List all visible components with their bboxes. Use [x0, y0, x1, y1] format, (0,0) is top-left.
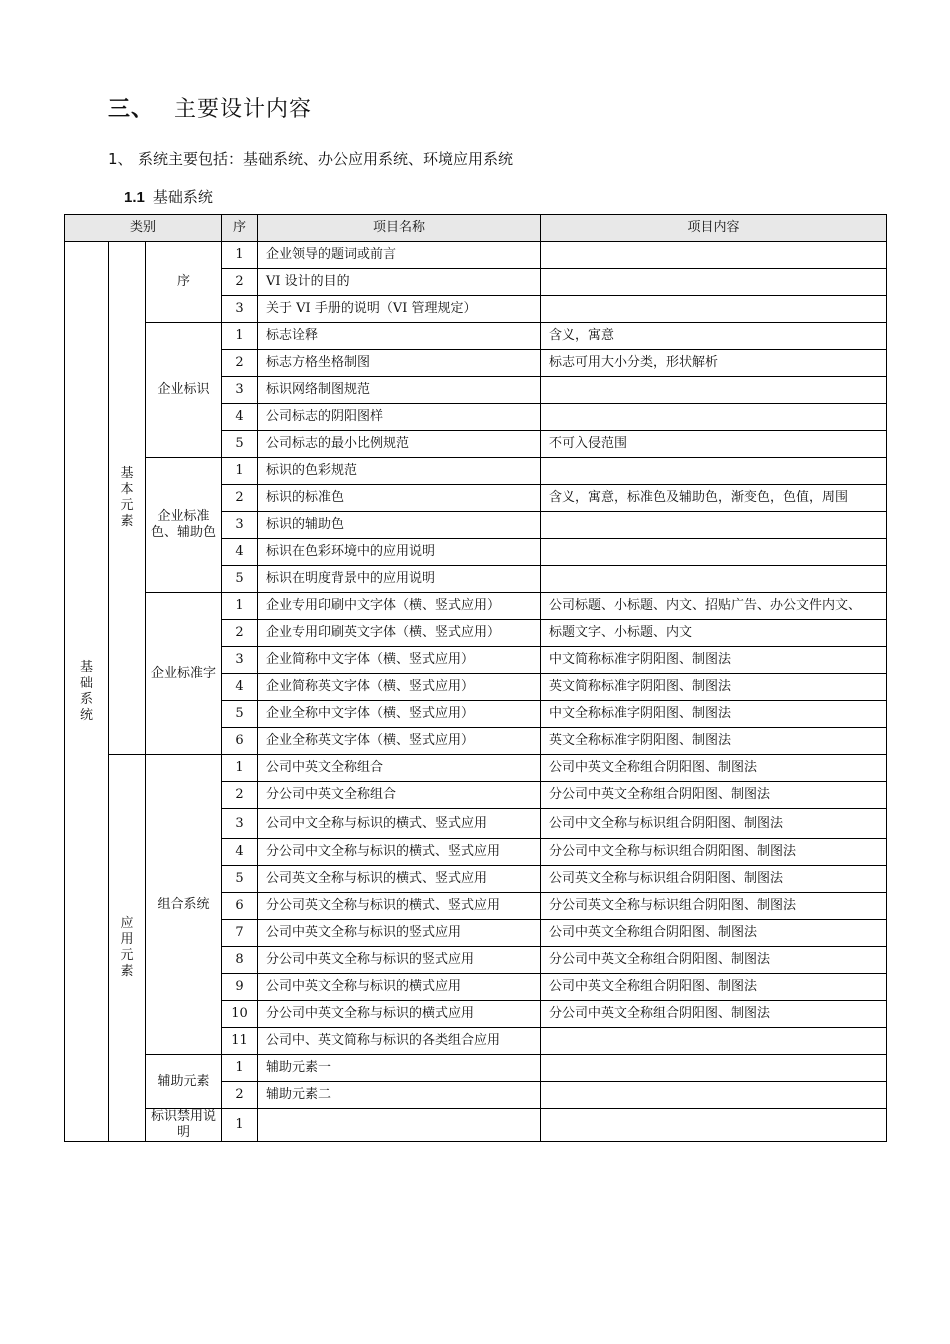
section-title-text: 主要设计内容	[174, 97, 313, 122]
row-seq: 7	[222, 920, 258, 947]
row-name: 辅助元素一	[258, 1055, 541, 1082]
row-seq: 1	[222, 755, 258, 782]
category-application-elements: 应 用 元 素	[109, 755, 146, 1142]
row-seq: 3	[222, 377, 258, 404]
row-name: 标识的标准色	[258, 485, 541, 512]
row-content: 公司中英文全称组合阴阳图、制图法	[541, 755, 887, 782]
row-content: 不可入侵范围	[541, 431, 887, 458]
row-name: 公司中英文全称组合	[258, 755, 541, 782]
row-content	[541, 1082, 887, 1109]
row-name: 标志诠释	[258, 323, 541, 350]
table-row	[65, 1109, 887, 1142]
row-content: 含义，寓意	[541, 323, 887, 350]
row-content: 公司标题、小标题、内文、招贴广告、办公文件内文、	[541, 593, 887, 620]
row-content: 英文简称标准字阴阳图、制图法	[541, 674, 887, 701]
row-content: 公司中英文全称组合阴阳图、制图法	[541, 974, 887, 1001]
row-name: 标识的辅助色	[258, 512, 541, 539]
row-seq: 2	[222, 782, 258, 809]
row-seq: 4	[222, 839, 258, 866]
row-name: 企业专用印刷英文字体（横、竖式应用）	[258, 620, 541, 647]
row-name: 公司标志的最小比例规范	[258, 431, 541, 458]
row-name: 公司中英文全称与标识的竖式应用	[258, 920, 541, 947]
row-content	[541, 404, 887, 431]
row-seq: 2	[222, 350, 258, 377]
row-seq: 4	[222, 674, 258, 701]
row-content: 标题文字、小标题、内文	[541, 620, 887, 647]
row-content: 标志可用大小分类，形状解析	[541, 350, 887, 377]
group-corporate-logo: 企业标识	[146, 323, 222, 458]
row-content	[541, 1109, 887, 1142]
header-name: 项目名称	[258, 215, 541, 242]
row-content	[541, 1055, 887, 1082]
row-seq: 2	[222, 620, 258, 647]
row-seq: 1	[222, 1109, 258, 1142]
header-content: 项目内容	[541, 215, 887, 242]
category-basic-elements: 基 本 元 素	[109, 242, 146, 755]
row-name: 企业全称中文字体（横、竖式应用）	[258, 701, 541, 728]
row-seq: 2	[222, 485, 258, 512]
heading1-text: 系统主要包括：基础系统、办公应用系统、环境应用系统	[138, 150, 514, 168]
heading-level-2	[124, 186, 213, 207]
row-name: 标识在明度背景中的应用说明	[258, 566, 541, 593]
row-seq: 5	[222, 866, 258, 893]
row-content: 分公司中英文全称组合阴阳图、制图法	[541, 947, 887, 974]
row-content	[541, 539, 887, 566]
table-row	[65, 593, 887, 620]
row-name: 企业领导的题词或前言	[258, 242, 541, 269]
row-name: 标志方格坐格制图	[258, 350, 541, 377]
row-name: 标识网络制图规范	[258, 377, 541, 404]
header-seq: 序	[222, 215, 258, 242]
row-content: 公司中英文全称组合阴阳图、制图法	[541, 920, 887, 947]
row-seq: 1	[222, 1055, 258, 1082]
table-row	[65, 1055, 887, 1082]
row-name: 辅助元素二	[258, 1082, 541, 1109]
row-name: 公司英文全称与标识的横式、竖式应用	[258, 866, 541, 893]
row-content: 含义，寓意，标准色及辅助色，渐变色，色值，周围	[541, 485, 887, 512]
row-content: 分公司中文全称与标识组合阴阳图、制图法	[541, 839, 887, 866]
heading-level-1	[108, 148, 513, 169]
vi-content-table	[64, 214, 887, 1142]
section-title	[108, 92, 312, 123]
row-name: 分公司中英文全称组合	[258, 782, 541, 809]
group-logo-prohibited-use: 标识禁用说明	[146, 1109, 222, 1142]
row-content	[541, 1028, 887, 1055]
heading2-text: 基础系统	[152, 188, 213, 206]
group-preface: 序	[146, 242, 222, 323]
section-number: 三、	[108, 97, 155, 122]
row-seq: 1	[222, 323, 258, 350]
row-seq: 4	[222, 539, 258, 566]
row-seq: 3	[222, 809, 258, 839]
row-seq: 3	[222, 296, 258, 323]
group-auxiliary-elements: 辅助元素	[146, 1055, 222, 1109]
row-seq: 1	[222, 593, 258, 620]
row-seq: 2	[222, 1082, 258, 1109]
row-content	[541, 269, 887, 296]
table-body	[65, 242, 887, 1142]
row-seq: 5	[222, 566, 258, 593]
row-content: 英文全称标准字阴阳图、制图法	[541, 728, 887, 755]
row-seq: 1	[222, 242, 258, 269]
row-name: 企业专用印刷中文字体（横、竖式应用）	[258, 593, 541, 620]
row-content	[541, 296, 887, 323]
header-category: 类别	[65, 215, 222, 242]
row-seq: 11	[222, 1028, 258, 1055]
row-content	[541, 566, 887, 593]
row-name: 分公司英文全称与标识的横式、竖式应用	[258, 893, 541, 920]
row-seq: 5	[222, 431, 258, 458]
row-seq: 9	[222, 974, 258, 1001]
row-name	[258, 1109, 541, 1142]
row-name: 企业简称英文字体（横、竖式应用）	[258, 674, 541, 701]
row-seq: 3	[222, 512, 258, 539]
row-content: 公司中文全称与标识组合阴阳图、制图法	[541, 809, 887, 839]
group-combination-system: 组合系统	[146, 755, 222, 1055]
row-name: 公司中、英文简称与标识的各类组合应用	[258, 1028, 541, 1055]
row-content: 分公司英文全称与标识组合阴阳图、制图法	[541, 893, 887, 920]
row-seq: 6	[222, 728, 258, 755]
row-seq: 3	[222, 647, 258, 674]
row-name: VI 设计的目的	[258, 269, 541, 296]
row-name: 公司中英文全称与标识的横式应用	[258, 974, 541, 1001]
row-content	[541, 512, 887, 539]
row-name: 分公司中文全称与标识的横式、竖式应用	[258, 839, 541, 866]
table-row	[65, 242, 887, 269]
row-name: 企业全称英文字体（横、竖式应用）	[258, 728, 541, 755]
row-name: 分公司中英文全称与标识的竖式应用	[258, 947, 541, 974]
row-name: 标识在色彩环境中的应用说明	[258, 539, 541, 566]
row-name: 关于 VI 手册的说明（VI 管理规定）	[258, 296, 541, 323]
row-content	[541, 377, 887, 404]
category-basic-system: 基 础 系 统	[65, 242, 109, 1142]
row-content: 分公司中英文全称组合阴阳图、制图法	[541, 782, 887, 809]
row-content	[541, 458, 887, 485]
row-name: 企业简称中文字体（横、竖式应用）	[258, 647, 541, 674]
row-seq: 2	[222, 269, 258, 296]
row-seq: 4	[222, 404, 258, 431]
heading2-number: 1.1	[124, 189, 145, 206]
row-seq: 5	[222, 701, 258, 728]
group-standard-colors: 企业标准色、辅助色	[146, 458, 222, 593]
row-name: 公司中文全称与标识的横式、竖式应用	[258, 809, 541, 839]
row-seq: 10	[222, 1001, 258, 1028]
row-seq: 8	[222, 947, 258, 974]
row-content: 公司英文全称与标识组合阴阳图、制图法	[541, 866, 887, 893]
row-content	[541, 242, 887, 269]
row-content: 中文简称标准字阴阳图、制图法	[541, 647, 887, 674]
row-seq: 1	[222, 458, 258, 485]
table-row	[65, 323, 887, 350]
table-row	[65, 458, 887, 485]
row-content: 中文全称标准字阴阳图、制图法	[541, 701, 887, 728]
table-row	[65, 755, 887, 782]
row-name: 分公司中英文全称与标识的横式应用	[258, 1001, 541, 1028]
row-seq: 6	[222, 893, 258, 920]
row-name: 公司标志的阴阳图样	[258, 404, 541, 431]
row-name: 标识的色彩规范	[258, 458, 541, 485]
row-content: 分公司中英文全称组合阴阳图、制图法	[541, 1001, 887, 1028]
group-standard-fonts: 企业标准字	[146, 593, 222, 755]
heading1-number: 1、	[108, 150, 133, 168]
